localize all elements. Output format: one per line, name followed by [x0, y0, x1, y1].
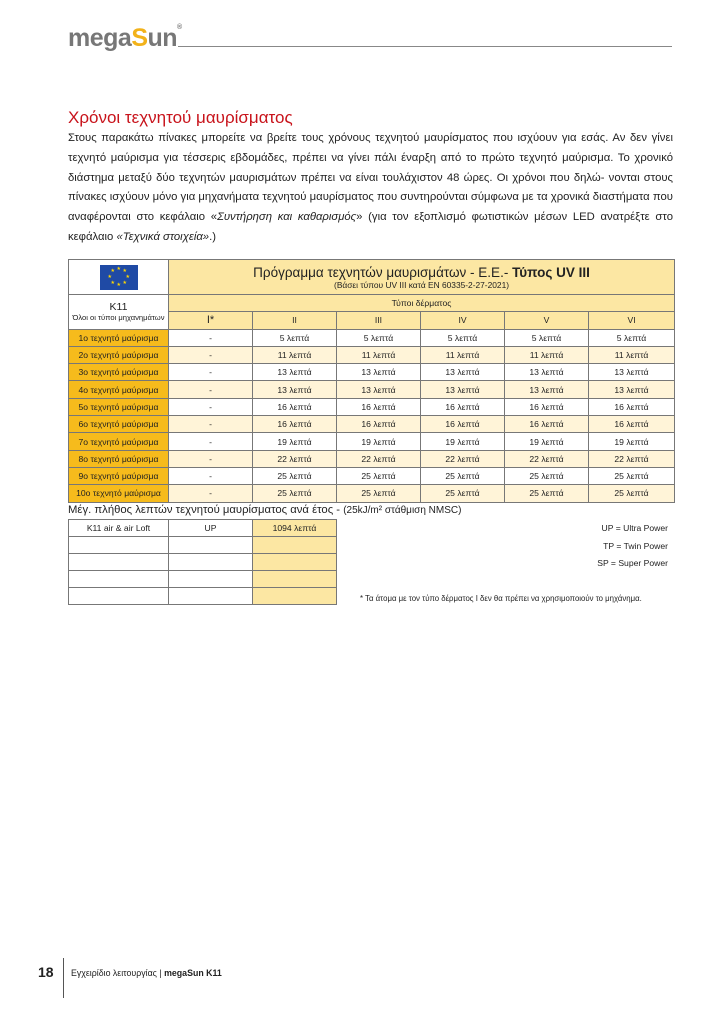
footer-manual-label: Εγχειρίδιο λειτουργίας | — [71, 968, 165, 978]
time-cell: 16 λεπτά — [421, 416, 505, 433]
time-cell: 25 λεπτά — [421, 467, 505, 484]
logo-text-mega: mega — [68, 24, 132, 52]
time-cell: 19 λεπτά — [589, 433, 675, 450]
power-type-cell — [169, 588, 253, 605]
footer-text — [71, 968, 222, 978]
table-row — [69, 520, 337, 537]
table-title-cell — [169, 260, 675, 295]
all-machines-label: Όλοι οι τύποι μηχανημάτων — [72, 313, 165, 323]
eu-flag-cell — [69, 260, 169, 295]
time-cell: 16 λεπτά — [421, 398, 505, 415]
time-cell: 22 λεπτά — [589, 450, 675, 467]
table-row — [69, 467, 675, 484]
table-title — [169, 265, 674, 280]
model-cell: K11 air & air Loft — [69, 520, 169, 537]
intro-text-1: Στους παρακάτω πίνακες μπορείτε να βρείτε τους χρόνους τεχνητού μαυρίσματος που ισχύουν για εσάς. Αν δεν γίνει τεχνητό μαύρισμα για τέσσερις εβδομάδες, πρέπει να γίνει πάλι έναρξη από το πρώτο τεχνητό μαύρισμα. Το χρονικό διάστημα μεταξύ δύο τεχνητών μαυρισμάτων πρέπει να είναι τουλάχιστον 48 ώρες. Οι χρόνοι που δηλώ- νονται στους πίνακες ισχύουν μόνο για μηχανήματα τεχνητού μαυρίσματος που συντηρούνται σύμφωνα με τα χρονικά διαστήματα που αναφέρονται στο κεφάλαιο « — [68, 132, 673, 224]
session-label: 6ο τεχνητό μαύρισμα — [69, 416, 169, 433]
model-name: K11 — [109, 301, 128, 314]
time-cell: 11 λεπτά — [421, 346, 505, 363]
session-label: 9ο τεχνητό μαύρισμα — [69, 467, 169, 484]
time-cell: 11 λεπτά — [505, 346, 589, 363]
time-cell: 25 λεπτά — [337, 467, 421, 484]
session-label: 10ο τεχνητό μαύρισμα — [69, 485, 169, 502]
time-cell: - — [169, 329, 253, 346]
time-cell: 16 λεπτά — [337, 398, 421, 415]
table-row — [69, 450, 675, 467]
time-cell: 5 λεπτά — [589, 329, 675, 346]
table-subtitle: (Βάσει τύπου UV III κατά EN 60335-2-27-2021) — [334, 279, 510, 290]
time-cell: 22 λεπτά — [421, 450, 505, 467]
model-cell — [69, 295, 169, 330]
time-cell: 16 λεπτά — [337, 416, 421, 433]
table-row — [69, 346, 675, 363]
session-label: 8ο τεχνητό μαύρισμα — [69, 450, 169, 467]
time-cell: - — [169, 450, 253, 467]
section-title: Χρόνοι τεχνητού μαυρίσματος — [68, 108, 293, 127]
minutes-cell — [253, 537, 337, 554]
time-cell: 25 λεπτά — [337, 485, 421, 502]
max-minutes-title-note: (25kJ/m² στάθμιση NMSC) — [343, 505, 462, 516]
legend-up: UP = Ultra Power — [601, 523, 668, 533]
time-cell: 16 λεπτά — [589, 398, 675, 415]
table-row — [69, 588, 337, 605]
intro-link-maintenance: Συντήρηση και καθαρισμός — [217, 211, 357, 224]
logo-text-un: un — [147, 24, 178, 52]
schedule-rows — [69, 329, 675, 502]
max-minutes-title-text: Μέγ. πλήθος λεπτών τεχνητού μαυρίσματος ανά έτος - — [68, 504, 344, 516]
time-cell: 16 λεπτά — [589, 416, 675, 433]
max-minutes-rows — [69, 520, 337, 605]
time-cell: - — [169, 416, 253, 433]
footer-product-name: megaSun K11 — [164, 968, 222, 978]
time-cell: 5 λεπτά — [421, 329, 505, 346]
time-cell: 16 λεπτά — [253, 398, 337, 415]
time-cell: 11 λεπτά — [337, 346, 421, 363]
intro-text-3: .) — [209, 230, 216, 243]
time-cell: 16 λεπτά — [505, 416, 589, 433]
time-cell: 13 λεπτά — [337, 364, 421, 381]
header-rule — [178, 46, 672, 47]
time-cell: 25 λεπτά — [505, 485, 589, 502]
table-row — [69, 537, 337, 554]
table-row — [69, 485, 675, 502]
logo-registered-mark: ® — [177, 24, 182, 31]
table-title-uv-type: Τύπος UV III — [512, 264, 590, 280]
skin-type-header: I* — [169, 312, 253, 329]
time-cell: - — [169, 364, 253, 381]
time-cell: 19 λεπτά — [505, 433, 589, 450]
eu-flag-icon: ★ ★ ★ ★ ★ ★ ★ ★ — [100, 265, 138, 290]
legend-tp: TP = Twin Power — [603, 541, 668, 551]
time-cell: 25 λεπτά — [421, 485, 505, 502]
model-cell — [69, 588, 169, 605]
time-cell: 5 λεπτά — [337, 329, 421, 346]
time-cell: 25 λεπτά — [253, 467, 337, 484]
skin-type-footnote: * Τα άτομα με τον τύπο δέρματος I δεν θα πρέπει να χρησιμοποιούν το μηχάνημα. — [360, 594, 642, 603]
power-type-cell — [169, 537, 253, 554]
time-cell: 13 λεπτά — [253, 364, 337, 381]
table-title-prefix: Πρόγραμμα τεχνητών μαυρισμάτων - Ε.Ε.- — [253, 264, 513, 280]
time-cell: 19 λεπτά — [421, 433, 505, 450]
legend-sp: SP = Super Power — [597, 558, 668, 568]
time-cell: 13 λεπτά — [505, 381, 589, 398]
skin-type-header: IV — [421, 312, 505, 329]
skin-types-label: Τύποι δέρματος — [169, 295, 675, 312]
time-cell: 13 λεπτά — [253, 381, 337, 398]
skin-type-header: II — [253, 312, 337, 329]
table-row — [69, 364, 675, 381]
session-label: 1ο τεχνητό μαύρισμα — [69, 329, 169, 346]
time-cell: 11 λεπτά — [589, 346, 675, 363]
skin-type-header: V — [505, 312, 589, 329]
time-cell: - — [169, 467, 253, 484]
time-cell: 19 λεπτά — [337, 433, 421, 450]
time-cell: 25 λεπτά — [589, 485, 675, 502]
time-cell: 13 λεπτά — [337, 381, 421, 398]
minutes-cell: 1094 λεπτά — [253, 520, 337, 537]
max-minutes-table — [68, 519, 337, 605]
time-cell: 5 λεπτά — [253, 329, 337, 346]
footer-separator — [63, 958, 64, 998]
skin-type-header: III — [337, 312, 421, 329]
session-label: 5ο τεχνητό μαύρισμα — [69, 398, 169, 415]
megasun-logo — [68, 24, 182, 53]
time-cell: 16 λεπτά — [505, 398, 589, 415]
time-cell: - — [169, 485, 253, 502]
minutes-cell — [253, 571, 337, 588]
session-label: 2ο τεχνητό μαύρισμα — [69, 346, 169, 363]
time-cell: 13 λεπτά — [589, 364, 675, 381]
session-label: 3ο τεχνητό μαύρισμα — [69, 364, 169, 381]
time-cell: - — [169, 381, 253, 398]
intro-link-technical-data: «Τεχνικά στοιχεία» — [116, 230, 210, 243]
time-cell: 19 λεπτά — [253, 433, 337, 450]
time-cell: 16 λεπτά — [253, 416, 337, 433]
time-cell: - — [169, 433, 253, 450]
power-type-cell — [169, 554, 253, 571]
model-cell — [69, 554, 169, 571]
time-cell: - — [169, 398, 253, 415]
table-row — [69, 416, 675, 433]
model-cell — [69, 537, 169, 554]
time-cell: 13 λεπτά — [421, 381, 505, 398]
time-cell: 25 λεπτά — [505, 467, 589, 484]
time-cell: - — [169, 346, 253, 363]
max-minutes-title — [68, 504, 461, 516]
table-row — [69, 554, 337, 571]
session-label: 7ο τεχνητό μαύρισμα — [69, 433, 169, 450]
table-row — [69, 329, 675, 346]
table-row — [69, 571, 337, 588]
time-cell: 13 λεπτά — [505, 364, 589, 381]
logo-text-s: S — [131, 24, 148, 52]
table-row — [69, 433, 675, 450]
session-label: 4ο τεχνητό μαύρισμα — [69, 381, 169, 398]
time-cell: 25 λεπτά — [253, 485, 337, 502]
power-type-cell: UP — [169, 520, 253, 537]
minutes-cell — [253, 588, 337, 605]
time-cell: 13 λεπτά — [421, 364, 505, 381]
time-cell: 5 λεπτά — [505, 329, 589, 346]
intro-text-2: » (για τον εξοπλισμό φωτιστικών μέσων LED ανατρέξτε στο κεφάλαιο — [68, 211, 673, 243]
time-cell: 22 λεπτά — [337, 450, 421, 467]
time-cell: 22 λεπτά — [505, 450, 589, 467]
minutes-cell — [253, 554, 337, 571]
time-cell: 25 λεπτά — [589, 467, 675, 484]
page-number: 18 — [38, 964, 54, 980]
time-cell: 11 λεπτά — [253, 346, 337, 363]
intro-paragraph — [68, 129, 673, 248]
tanning-schedule-table — [68, 259, 675, 503]
model-cell — [69, 571, 169, 588]
time-cell: 13 λεπτά — [589, 381, 675, 398]
power-type-cell — [169, 571, 253, 588]
table-row — [69, 398, 675, 415]
table-row — [69, 381, 675, 398]
time-cell: 22 λεπτά — [253, 450, 337, 467]
skin-type-header: VI — [589, 312, 675, 329]
